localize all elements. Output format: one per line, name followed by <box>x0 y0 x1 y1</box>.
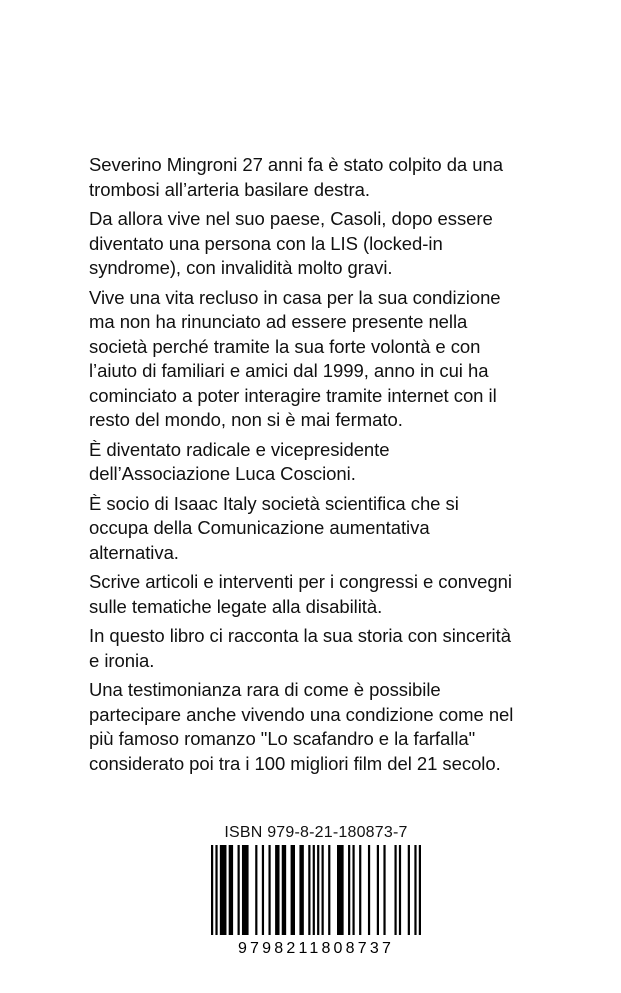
barcode-bar <box>262 845 264 935</box>
barcode-bar <box>291 845 295 935</box>
barcode-bar <box>394 845 396 935</box>
barcode-bar <box>299 845 303 935</box>
barcode-bar <box>268 845 270 935</box>
barcode-bar <box>215 845 217 935</box>
barcode-bar <box>282 845 286 935</box>
barcode-bar <box>352 845 354 935</box>
barcode-bar <box>368 845 370 935</box>
barcode-bar <box>359 845 361 935</box>
barcode-bar <box>414 845 416 935</box>
blurb-paragraph: Scrive articoli e interventi per i congressi e convegni sulle tematiche legate alla disabilità. <box>89 571 512 617</box>
barcode-bar <box>408 845 410 935</box>
isbn-label: ISBN 979-8-21-180873-7 <box>224 824 408 841</box>
barcode-bar <box>255 845 257 935</box>
barcode-bar <box>399 845 401 935</box>
barcode-bar <box>220 845 227 935</box>
isbn-barcode-block <box>206 823 426 957</box>
blurb-paragraph: In questo libro ci racconta la sua storia con sincerità e ironia. <box>89 625 511 671</box>
barcode-bar <box>337 845 344 935</box>
barcode-bar <box>328 845 330 935</box>
blurb-paragraph: Una testimonianza rara di come è possibile partecipare anche vivendo una condizione come nel più famoso romanzo "Lo scafandro e la farfalla" considerato poi tra i 100 migliori film del 21 secolo. <box>89 679 514 774</box>
barcode-bar <box>383 845 385 935</box>
barcode-bar <box>229 845 233 935</box>
blurb-paragraph: È diventato radicale e vicepresidente dell’Associazione Luca Coscioni. <box>89 438 390 484</box>
blurb-paragraph: Vive una vita recluso in casa per la sua condizione ma non ha rinunciato ad essere presente nella società perché tramite la sua forte volontà e con l’aiuto di familiari e amici dal 1999, anno in cui ha cominciato a poter interagire tramite internet con il resto del mondo, non si è mai fermato. <box>89 286 501 430</box>
barcode-bar <box>313 845 315 935</box>
barcode-bar <box>242 845 249 935</box>
blurb-paragraph: È socio di Isaac Italy società scientifica che si occupa della Comunicazione aumentativa alternativa. <box>89 492 459 563</box>
barcode-bar <box>275 845 279 935</box>
barcode-bars <box>211 845 421 935</box>
barcode-bar <box>322 845 324 935</box>
barcode-bar <box>211 845 213 935</box>
barcode-digits: 9798211808737 <box>237 940 395 957</box>
barcode-bar <box>317 845 319 935</box>
barcode-bar <box>238 845 240 935</box>
barcode-graphic <box>206 845 426 957</box>
barcode-bar <box>348 845 350 935</box>
barcode-bar <box>377 845 379 935</box>
barcode-bar <box>419 845 421 935</box>
barcode-bar <box>308 845 310 935</box>
blurb-paragraph: Severino Mingroni 27 anni fa è stato colpito da una trombosi all’arteria basilare destra. <box>89 154 503 200</box>
back-cover-blurb <box>89 153 609 781</box>
blurb-paragraph: Da allora vive nel suo paese, Casoli, dopo essere diventato una persona con la LIS (locked-in syndrome), con invalidità molto gravi. <box>89 208 493 278</box>
